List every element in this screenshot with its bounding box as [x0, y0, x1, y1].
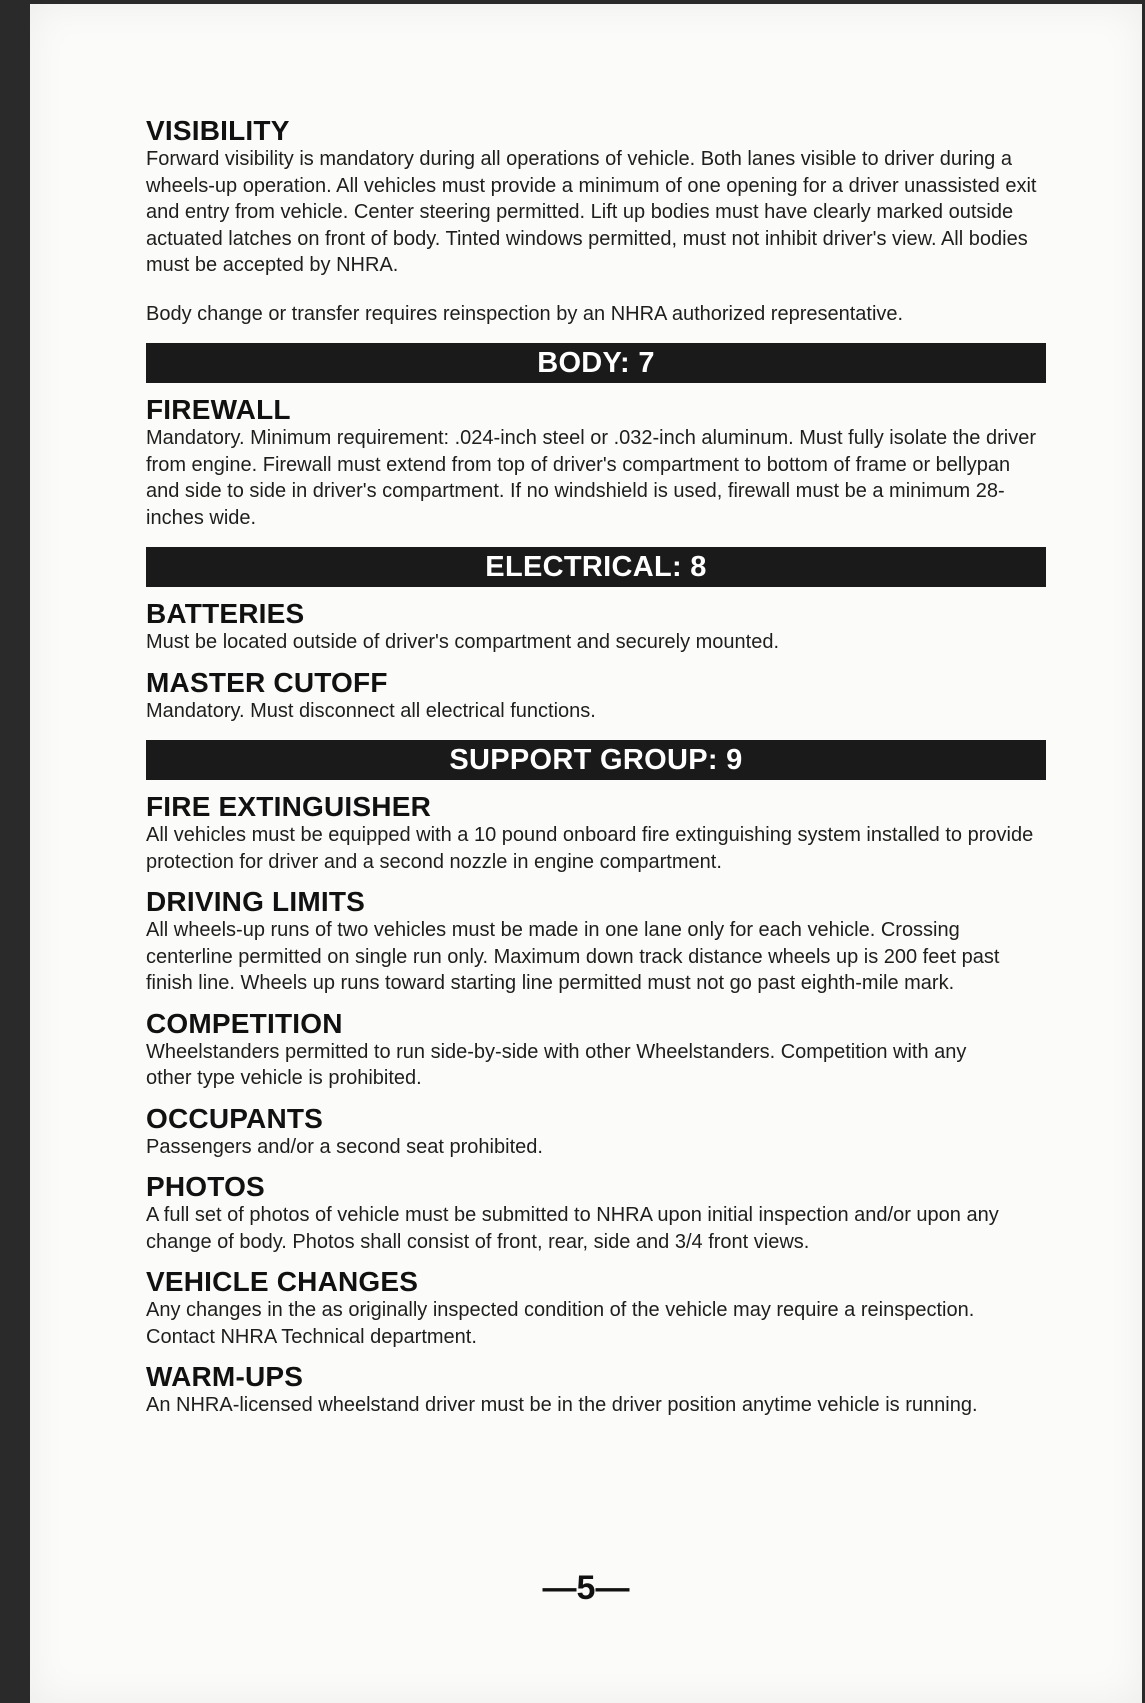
electrical-section-banner: ELECTRICAL: 8 — [146, 547, 1046, 587]
batteries-text: Must be located outside of driver's compartment and securely mounted. — [146, 631, 780, 653]
visibility-text: Forward visibility is mandatory during all operations of vehicle. Both lanes visible to driver during a wheels-up operation. All vehicles must provide a minimum of one opening for a driver unassisted exit and entry from vehicle. Center steering permitted. Lift up bodies must have clearly marked outside actuated latches on front of body. Tinted windows permitted, must not inhibit driver's view. All bodies must be accepted by NHRA. — [146, 148, 1037, 276]
fire-extinguisher-heading: FIRE EXTINGUISHER — [146, 791, 431, 822]
document-page — [30, 4, 1142, 1703]
warm-ups-heading: WARM-UPS — [146, 1361, 304, 1392]
master-cutoff-text: Mandatory. Must disconnect all electrical functions. — [146, 699, 596, 722]
page-content — [146, 116, 1076, 1419]
vehicle-changes-text: Any changes in the as originally inspected condition of the vehicle may require a reinspection. Contact NHRA Technical department. — [146, 1299, 975, 1348]
photos-text: A full set of photos of vehicle must be submitted to NHRA upon initial inspection and/or upon any change of body. Photos shall consist of front, rear, side and 3/4 front views. — [146, 1204, 999, 1253]
occupants-text: Passengers and/or a second seat prohibited. — [146, 1135, 543, 1158]
vehicle-changes-heading: VEHICLE CHANGES — [146, 1266, 419, 1297]
fire-extinguisher-text: All vehicles must be equipped with a 10 pound onboard fire extinguishing system installed to provide protection for driver and a second nozzle in engine compartment. — [146, 824, 1034, 873]
competition-text: Wheelstanders permitted to run side-by-side with other Wheelstanders. Competition with any other type vehicle is prohibited. — [146, 1040, 967, 1089]
body-change-text: Body change or transfer requires reinspection by an NHRA authorized representative. — [146, 302, 904, 325]
master-cutoff-heading: MASTER CUTOFF — [146, 666, 388, 698]
visibility-heading: VISIBILITY — [146, 115, 290, 146]
driving-limits-heading: DRIVING LIMITS — [146, 886, 366, 917]
driving-limits-text: All wheels-up runs of two vehicles must be made in one lane only for each vehicle. Crossing centerline permitted on single run only. Maximum down track distance wheels up is 200 feet past finish line. Wheels up runs toward starting line permitted must not go past eighth-mile mark. — [146, 919, 1000, 994]
body-section-banner: BODY: 7 — [146, 343, 1046, 383]
page-number: —5— — [542, 1569, 630, 1607]
warm-ups-text: An NHRA-licensed wheelstand driver must be in the driver position anytime vehicle is running. — [146, 1394, 978, 1416]
competition-heading: COMPETITION — [146, 1007, 343, 1039]
firewall-text: Mandatory. Minimum requirement: .024-inch steel or .032-inch aluminum. Must fully isolate the driver from engine. Firewall must extend from top of driver's compartment to bottom of frame or bellypan and side to side in driver's compartment. If no windshield is used, firewall must be a minimum 28-inches wide. — [146, 427, 1036, 529]
support-group-section-banner: SUPPORT GROUP: 9 — [146, 740, 1046, 780]
occupants-heading: OCCUPANTS — [146, 1102, 324, 1134]
photos-heading: PHOTOS — [146, 1171, 265, 1202]
firewall-heading: FIREWALL — [146, 394, 291, 425]
batteries-heading: BATTERIES — [146, 598, 305, 629]
